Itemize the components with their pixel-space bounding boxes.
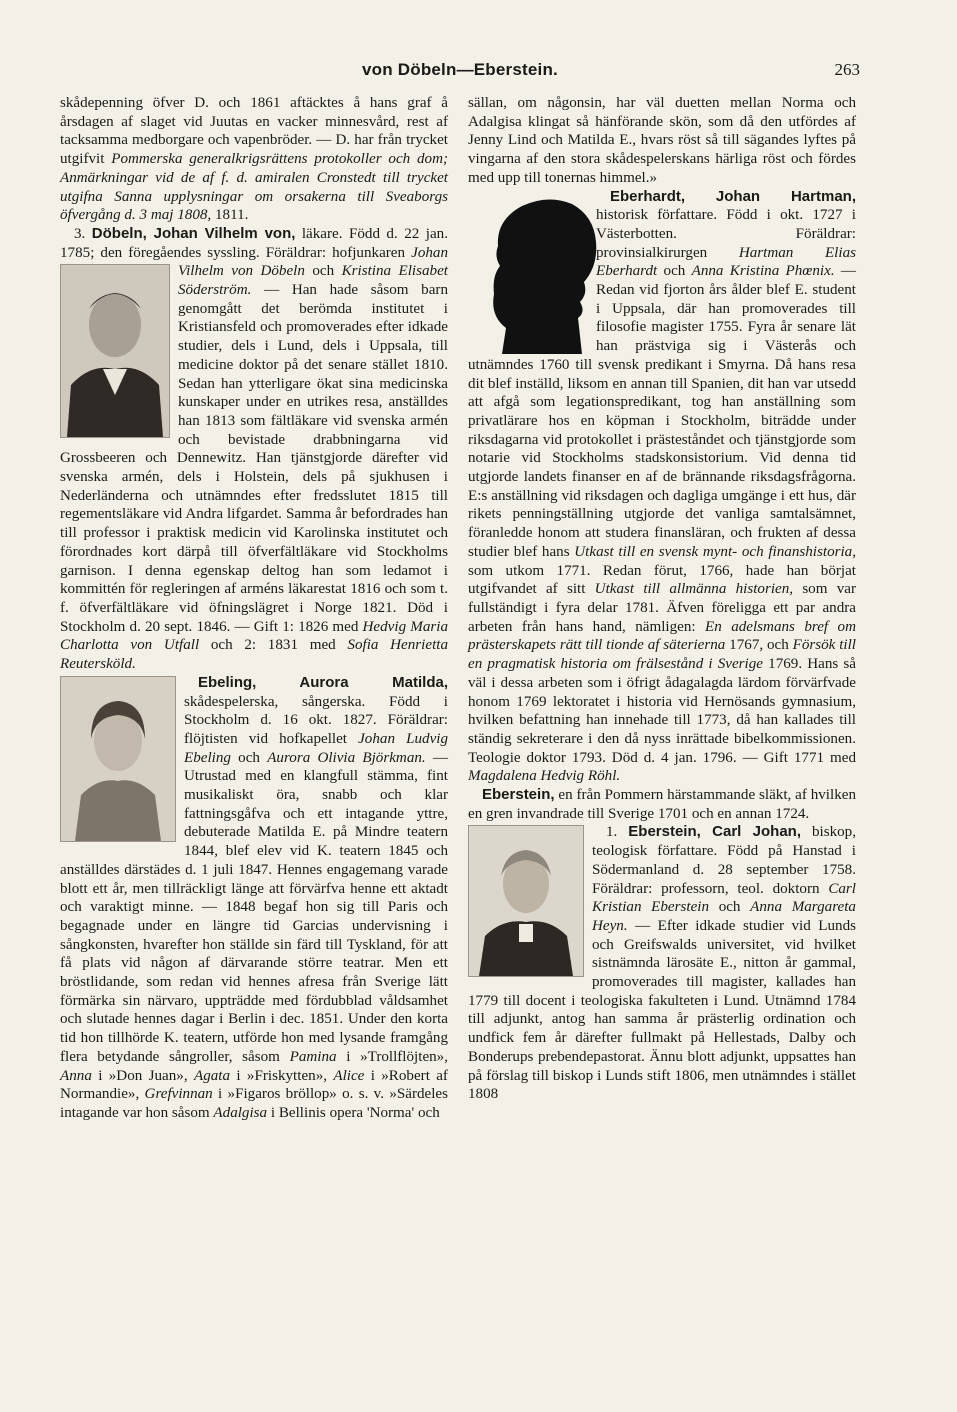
silhouette-eberhardt-image <box>468 190 590 354</box>
portrait-dobeln-image <box>60 264 170 438</box>
headword: Eberhardt, Johan Hartman, <box>610 187 856 205</box>
entry-continuation-right: sällan, om någonsin, har väl duetten mellan Norma och Adalgisa klingat så hänförande skön, som då den utfördes af Jenny Lind och Matilda E., hvars röst så till sägandes lyftes på vingarna af den stora skådespelerskans härliga röst och fördes med upp till tonernas himmel.» <box>468 95 856 186</box>
headword: Ebeling, Aurora Matilda, <box>198 673 448 691</box>
entry-ebeling-aurora-matilda: Ebeling, Aurora Matilda, skådespelerska, sångerska. Född i Stockholm d. 16 okt. 1827. Föräldrar: flöjtisten vid hofkapellet Johan Ludvig Ebeling och Aurora Olivia Björkman. — Utrustad med en klangfull stämma, fint musikaliskt öra, snabb och klar fattningsgåfva och ett intagande yttre, debuterade Matilda E. på Mindre teatern 1844, blef elev vid K. teatern 1845 och anställdes därstädes d. 1 juli 1847. Hennes engagemang varade blott ett år, men tillräckligt länge att förvärfva henne ett aktadt och varaktigt minne. — 1848 begaf hon sig till Paris och begagnade under en längre tid Garcias undervisning i sångkonsten, hvarefter hon ställde sin färd till Tyskland, för att få plats vid någon af därvarande större teatrar. Men ett bröstlidande, som redan vid hennes afresa från Sverige lätt förmärka sin närvaro, uppträdde med fördubblad våldsamhet och slutade hennes dagar i Berlin i dec. 1851. Under den korta tid hon tillhörde K. teatern, utförde hon med lysande framgång flera betydande sångroller, såsom Pamina i »Trollflöjten», Anna i »Don Juan», Agata i »Friskytten», Alice i »Robert af Normandie», Grefvinnan i »Figaros bröllop» o. s. v. »Särdeles intagande var hon såsom Adalgisa i Bellinis opera 'Norma' och <box>60 673 449 1121</box>
entry-eberstein-carl-johan: 1. Eberstein, Carl Johan, biskop, teologisk författare. Född på Hanstad i Södermanland d. 28 september 1758. Föräldrar: professorn, teol. doktorn Carl Kristian Eberstein och Anna Margareta Heyn. — Efter idkade studier vid Lunds och Greifswalds universitet, vid hvilket sistnämnda lärosäte E., nitton år gammal, promoverades till magister, kallades han 1779 till docent i teologiska fakulteten i Lund. Utnämnd 1784 till adjunkt, antog han samma år prästerlig ordination och undfick fem år därefter fullmakt på Hellestads, Dalby och Bonderups prebendepastorat. Ännu blott adjunkt, uppsattes han på förslag till biskop i Lunds stift 1806, men utnämndes i stället 1808 <box>468 823 856 1103</box>
page-number: 263 <box>834 60 860 79</box>
headword: Döbeln, Johan Vilhelm von, <box>91 224 296 242</box>
headword: Eberstein, <box>482 786 555 804</box>
right-column <box>468 94 856 1104</box>
page-header <box>60 60 860 84</box>
entry-eberstein-family: Eberstein, en från Pommern härstammande släkt, af hvilken en gren invandrade till Sverige 1701 och en annan 1724. <box>468 786 856 822</box>
left-column <box>60 94 448 1123</box>
running-title: von Döbeln—Eberstein. <box>362 60 558 79</box>
headword: Eberstein, Carl Johan, <box>628 823 802 841</box>
entry-continuation: skådepenning öfver D. och 1861 aftäcktes å hans graf å årsdagen af slaget vid Juutas en vacker minnesvård, rest af tacksamma medborgare och vapenbröder. — D. har från trycket utgifvit Pommerska generalkrigsrättens protokoller och dom; Anmärkningar vid de af f. d. amiralen Cronstedt till trycket utgifna Sanna upplysningar om orsakerna till Sveaborgs öfvergång d. 3 maj 1808, 1811. <box>60 95 448 224</box>
portrait-eberstein-image <box>468 825 584 977</box>
entry-eberhardt-johan-hartman: Eberhardt, Johan Hartman, historisk författare. Född i okt. 1727 i Västerbotten. Föräldrar: provinsialkirurgen Hartman Elias Eberhardt och Anna Kristina Phœnix. — Redan vid fjorton års ålder blef E. student i Uppsala, där han promoverades till filosofie magister 1755. Fyra år senare lät han prästviga sig i Västerås och utnämndes 1760 till svensk predikant i Smyrna. Då hans resa dit blef inställd, liksom en annan till Spanien, dit han var utsedd att afgå som legationspredikant, tog han anställning som privatlärare hos en köpman i Stockholm, biträdde under riksdagarna vid protokollet i prästeståndet och tjänstgjorde som notarie vid Stockholms stadskonsistorium. Vid denna tid utgjorde landets finanser en af de brännande riksdagsfrågorna. E:s anställning vid riksdagen och dagliga umgänge i ett hus, där rikets penningställning utgjorde det vanliga samtalsämnet, föranledde honom att studera finansläran, och frukten af dessa studier blef hans Utkast till en svensk mynt- och finanshistoria, som utkom 1771. Redan förut, 1766, hade han börjat utgifvandet af sitt Utkast till allmänna historien, som var fullständigt i fyra delar 1781. Äfven föreligga ett par andra arbeten från hans hand, nämligen: En adelsmans bref om prästerskapets rätt till tionde af säterierna 1767, och Försök till en pragmatisk historia om frälsestånd i Sverige 1769. Hans så väl i dessa arbeten som i öfrigt ådagalagda lärdom förvärfvade honom 1769 lektoratet i historia vid Hernösands gymnasium, hvilken befattning han innehade till 1773, då han kallades till ständig sekreterare i den då nyss inrättade bibelkommissionen. Teologie doktor 1793. Död d. 4 jan. 1796. — Gift 1771 med Magdalena Hedvig Röhl. <box>468 187 857 785</box>
portrait-ebeling-image <box>60 676 176 842</box>
entry-dobeln-johan-vilhelm: 3. Döbeln, Johan Vilhelm von, läkare. Född d. 22 jan. 1785; den föregåendes syssling. Föräldrar: hofjunkaren Johan Vilhelm von Döbeln och Kristina Elisabet Söderström. — Han hade såsom barn genomgått det berömda institutet i Kristiansfeld och promoverades efter idkade studier, dels i Lund, dels i Uppsala, till medicine doktor på det senare stället 1810. Sedan han ytterligare ökat sina medicinska kunskaper under en utrikes resa, anställdes han 1813 som fältläkare vid svenska armén och bevistade drabbningarna vid Grossbeeren och Dennewitz. Han tjänstgjorde därefter vid svenska armén, dels i Holstein, dels på sjukhusen i Nederländerna och utnämndes efter fredsslutet 1815 till regementsläkare vid Andra lifgardet. Samma år befordrades han till professor i praktisk medicin vid Karolinska institutet och förordnades kort därpå till öfverfältläkare vid Stockholms garnison. I denna egenskap deltog han som ledamot i kommittén för regleringen af arméns läkarestat 1816 och som t. f. öfverfältläkare vid öfningslägret i Norge 1821. Död i Stockholm d. 20 sept. 1846. — Gift 1: 1826 med Hedvig Maria Charlotta von Utfall och 2: 1831 med Sofia Henrietta Reutersköld. <box>60 224 449 673</box>
